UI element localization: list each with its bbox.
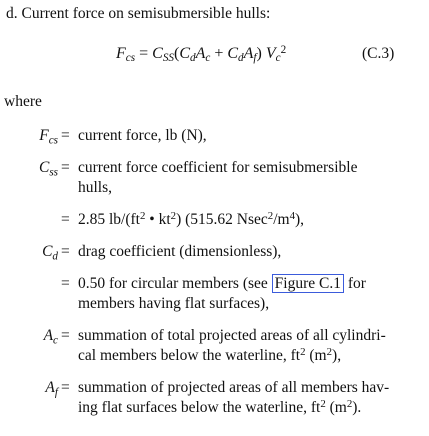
definition-af: summation of projected areas of all members hav- ing flat surfaces below the waterline, $ft^2$ $(m^2)$. — [78, 379, 390, 417]
equals-sign: = — [61, 275, 70, 292]
equals-sign: = — [61, 379, 70, 396]
symbol-ac: $A_c$ — [43, 327, 58, 347]
eq-lhs-sub: cs — [125, 51, 136, 64]
eq-cd1-sub: d — [190, 51, 196, 64]
definition-cd: drag coefficient (dimensionless), — [78, 243, 282, 260]
symbol-cd: $C_d$ — [42, 243, 58, 263]
equals-sign: = — [61, 127, 70, 144]
symbol-af: $A_f$ — [45, 379, 58, 399]
eq-v: V — [265, 45, 276, 62]
equation-c3 — [116, 44, 286, 65]
equals-sign: = — [61, 327, 70, 344]
definition-cd-value: 0.50 for circular members (see Figure C.1 for members having flat surfaces), — [78, 275, 366, 313]
eq-v-sup: 2 — [280, 43, 287, 56]
definition-css-value: 2.85 $lb/(ft^2$ • $kt^2$) (515.62 $Nsec^2/m^4$), — [78, 210, 305, 228]
equation-number: (C.3) — [362, 45, 395, 62]
eq-open-paren: ( — [174, 45, 180, 62]
equals-sign: = — [61, 159, 70, 176]
symbol-fcs: $F_{cs}$ — [39, 127, 58, 147]
definition-ac: summation of total projected areas of all cylindri- cal members below the waterline, $ft^2$ $(m^2)$, — [78, 327, 386, 365]
eq-ac-sub: c — [205, 51, 211, 64]
equals-sign: = — [61, 211, 70, 228]
eq-af: A — [243, 45, 254, 62]
eq-equals: = — [135, 45, 153, 62]
eq-plus: + — [210, 45, 228, 62]
figure-c1-link[interactable]: Figure C.1 — [272, 274, 344, 293]
where-label: where — [4, 93, 42, 110]
definition-css: current force coefficient for semisubmersible hulls, — [78, 159, 358, 197]
eq-lhs: F — [116, 45, 126, 62]
eq-coef: C — [152, 45, 163, 62]
eq-af-sub: f — [253, 51, 257, 64]
equals-sign: = — [61, 243, 70, 260]
eq-ac: A — [195, 45, 206, 62]
eq-v-sub: c — [275, 51, 281, 64]
section-heading: d. Current force on semisubmersible hulls: — [6, 5, 271, 22]
eq-close-paren: ) — [256, 45, 266, 62]
definition-fcs: current force, lb (N), — [78, 127, 207, 144]
eq-coef-sub: SS — [162, 51, 174, 64]
symbol-css: $C_{ss}$ — [38, 159, 58, 179]
eq-cd1: C — [179, 45, 190, 62]
eq-cd2: C — [227, 45, 239, 62]
eq-cd2-sub: d — [238, 51, 244, 64]
